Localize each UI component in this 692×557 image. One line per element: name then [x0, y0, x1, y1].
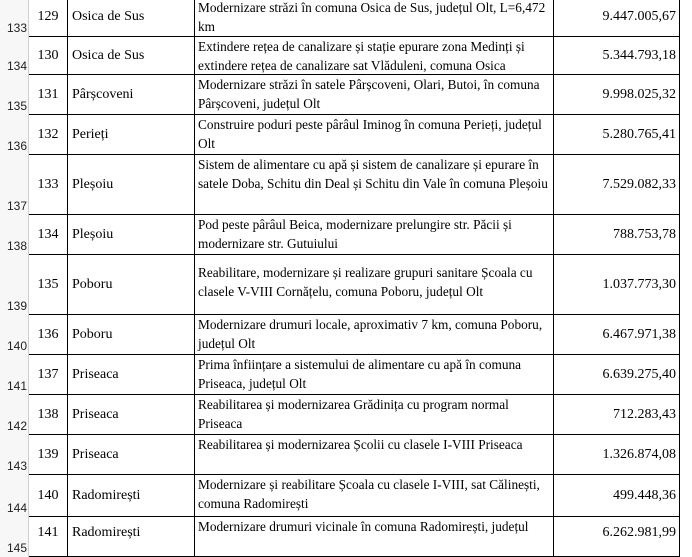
table-row[interactable] [0, 75, 692, 115]
commune-cell[interactable]: Osica de Sus [68, 37, 195, 75]
description-cell[interactable]: Reabilitarea și modernizarea Școlii cu clasele I-VIII Priseaca [195, 435, 554, 475]
table-row[interactable] [0, 475, 692, 517]
item-number-cell[interactable]: 136 [29, 315, 68, 355]
row-header[interactable]: 145 [0, 517, 29, 557]
description-cell[interactable]: Reabilitare, modernizare și realizare grupuri sanitare Școala cu clasele V-VIII Cornățelu, comuna Poboru, județul Olt [195, 255, 554, 315]
commune-cell[interactable]: Priseaca [68, 355, 195, 395]
value-cell[interactable]: 6.467.971,38 [554, 315, 680, 355]
row-header[interactable]: 133 [0, 0, 29, 37]
table-row[interactable] [0, 435, 692, 475]
value-cell[interactable]: 7.529.082,33 [554, 155, 680, 215]
description-cell[interactable]: Modernizare străzi în comuna Osica de Sus, județul Olt, L=6,472 km [195, 0, 554, 37]
commune-cell[interactable]: Radomirești [68, 517, 195, 557]
commune-cell[interactable]: Perieți [68, 115, 195, 155]
description-cell[interactable]: Modernizare și reabilitare Școala cu clasele I-VIII, sat Călinești, comuna Radomirești [195, 475, 554, 517]
item-number-cell[interactable]: 132 [29, 115, 68, 155]
description-cell[interactable]: Extindere rețea de canalizare și stație epurare zona Medinți și extindere rețea de canalizare sat Vlăduleni, comuna Osica [195, 37, 554, 75]
commune-cell[interactable]: Poboru [68, 315, 195, 355]
value-cell[interactable]: 9.998.025,32 [554, 75, 680, 115]
value-cell[interactable]: 5.280.765,41 [554, 115, 680, 155]
commune-cell[interactable]: Pleșoiu [68, 155, 195, 215]
commune-cell[interactable]: Pârșcoveni [68, 75, 195, 115]
table-row[interactable] [0, 0, 692, 37]
commune-cell[interactable]: Pleșoiu [68, 215, 195, 255]
row-header[interactable]: 142 [0, 395, 29, 435]
value-cell[interactable]: 6.639.275,40 [554, 355, 680, 395]
description-cell[interactable]: Pod peste pârâul Beica, modernizare prelungire str. Păcii și modernizare str. Gutuiului [195, 215, 554, 255]
table-row[interactable] [0, 115, 692, 155]
item-number-cell[interactable]: 139 [29, 435, 68, 475]
row-header[interactable]: 134 [0, 37, 29, 75]
commune-cell[interactable]: Priseaca [68, 435, 195, 475]
row-header[interactable]: 144 [0, 475, 29, 517]
value-cell[interactable]: 6.262.981,99 [554, 517, 680, 557]
table-row[interactable] [0, 395, 692, 435]
row-header[interactable]: 136 [0, 115, 29, 155]
row-header[interactable]: 138 [0, 215, 29, 255]
description-cell[interactable]: Prima înființare a sistemului de alimentare cu apă în comuna Priseaca, județul Olt [195, 355, 554, 395]
row-header[interactable]: 140 [0, 315, 29, 355]
value-cell[interactable]: 9.447.005,67 [554, 0, 680, 37]
item-number-cell[interactable]: 141 [29, 517, 68, 557]
description-cell[interactable]: Reabilitarea și modernizarea Grădinița cu program normal Priseaca [195, 395, 554, 435]
item-number-cell[interactable]: 134 [29, 215, 68, 255]
description-cell[interactable]: Sistem de alimentare cu apă și sistem de canalizare și epurare în satele Doba, Schitu din Deal și Schitu din Vale în comuna Pleșoiu [195, 155, 554, 215]
item-number-cell[interactable]: 130 [29, 37, 68, 75]
value-cell[interactable]: 1.326.874,08 [554, 435, 680, 475]
row-header[interactable]: 141 [0, 355, 29, 395]
right-gutter [680, 0, 692, 534]
value-cell[interactable]: 788.753,78 [554, 215, 680, 255]
commune-cell[interactable]: Poboru [68, 255, 195, 315]
row-header[interactable]: 143 [0, 435, 29, 475]
value-cell[interactable]: 1.037.773,30 [554, 255, 680, 315]
table-row[interactable] [0, 517, 692, 557]
table-row[interactable] [0, 215, 692, 255]
table-row[interactable] [0, 315, 692, 355]
item-number-cell[interactable]: 133 [29, 155, 68, 215]
value-cell[interactable]: 5.344.793,18 [554, 37, 680, 75]
table-row[interactable] [0, 355, 692, 395]
table-row[interactable] [0, 37, 692, 75]
description-cell[interactable]: Modernizare drumuri vicinale în comuna Radomirești, județul [195, 517, 554, 557]
description-cell[interactable]: Modernizare străzi în satele Pârșcoveni, Olari, Butoi, în comuna Pârșcoveni, județul Olt [195, 75, 554, 115]
item-number-cell[interactable]: 138 [29, 395, 68, 435]
description-cell[interactable]: Modernizare drumuri locale, aproximativ 7 km, comuna Poboru, județul Olt [195, 315, 554, 355]
item-number-cell[interactable]: 140 [29, 475, 68, 517]
item-number-cell[interactable]: 137 [29, 355, 68, 395]
table-row[interactable] [0, 155, 692, 215]
commune-cell[interactable]: Osica de Sus [68, 0, 195, 37]
commune-cell[interactable]: Radomirești [68, 475, 195, 517]
item-number-cell[interactable]: 129 [29, 0, 68, 37]
value-cell[interactable]: 712.283,43 [554, 395, 680, 435]
row-header[interactable]: 139 [0, 255, 29, 315]
table-row[interactable] [0, 255, 692, 315]
item-number-cell[interactable]: 131 [29, 75, 68, 115]
description-cell[interactable]: Construire poduri peste pârâul Iminog în comuna Perieți, județul Olt [195, 115, 554, 155]
row-header[interactable]: 137 [0, 155, 29, 215]
item-number-cell[interactable]: 135 [29, 255, 68, 315]
value-cell[interactable]: 499.448,36 [554, 475, 680, 517]
commune-cell[interactable]: Priseaca [68, 395, 195, 435]
row-header[interactable]: 135 [0, 75, 29, 115]
